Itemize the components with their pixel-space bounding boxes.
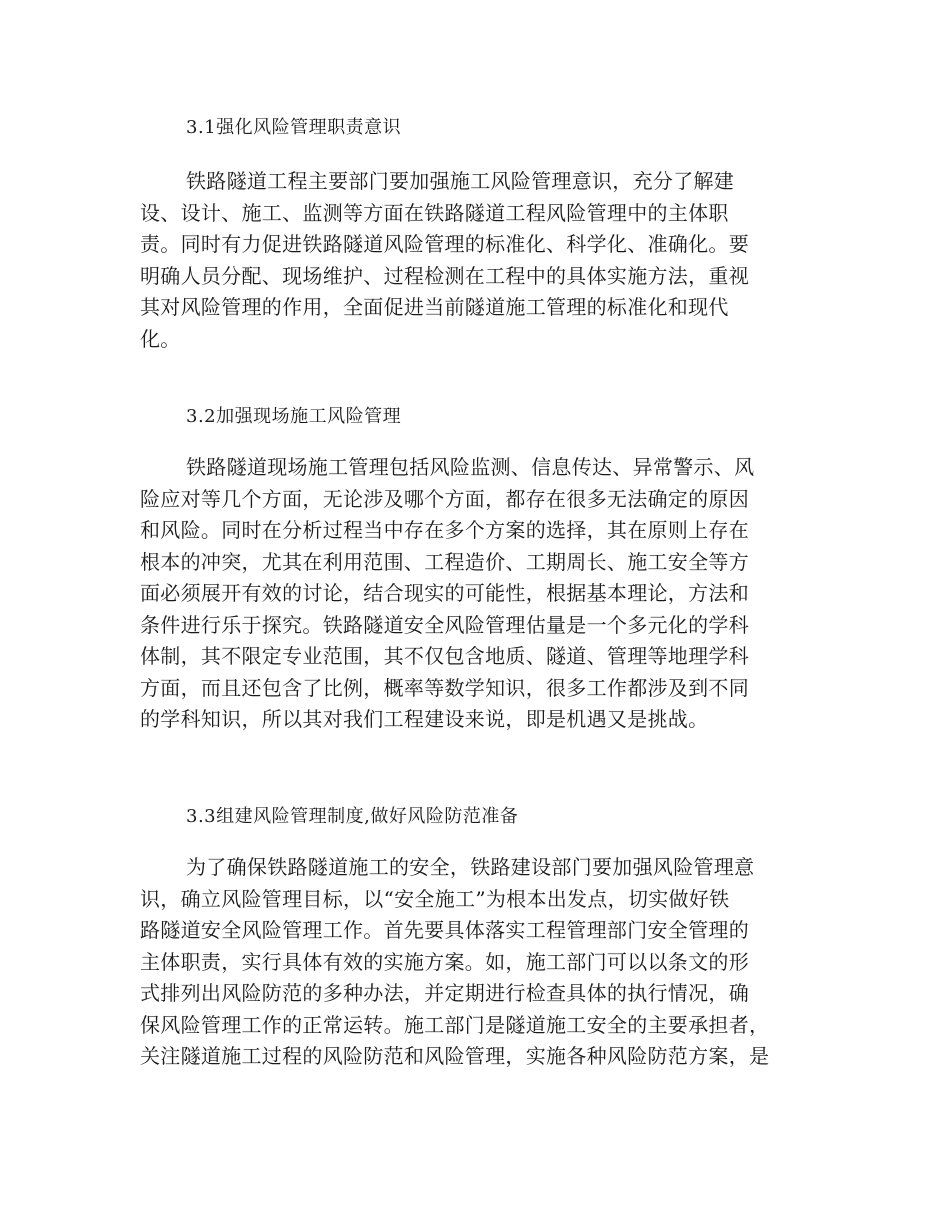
paragraph-line: 明确人员分配、现场维护、过程检测在工程中的具体实施方法，重视 — [140, 263, 749, 288]
paragraph-line: 化。 — [140, 326, 181, 351]
paragraph-line: 和风险。同时在分析过程当中存在多个方案的选择，其在原则上存在 — [140, 518, 749, 542]
section-paragraph-3-3 — [140, 852, 820, 1073]
paragraph-line: 根本的冲突，尤其在利用范围、工程造价、工期周长、施工安全等方 — [140, 549, 749, 574]
paragraph-line: 的学科知识，所以其对我们工程建设来说，即是机遇又是挑战。 — [140, 707, 709, 731]
paragraph-line: 路隧道安全风险管理工作。首先要具体落实工程管理部门安全管理的 — [140, 918, 749, 942]
paragraph-line: 铁路隧道现场施工管理包括风险监测、信息传达、异常警示、风 — [186, 455, 755, 479]
paragraph-line: 关注隧道施工过程的风险防范和风险管理，实施各种风险防范方案，是 — [140, 1044, 770, 1068]
section-heading-3-3: 3.3组建风险管理制度,做好风险防范准备 — [186, 806, 519, 827]
paragraph-line: 责。同时有力促进铁路隧道风险管理的标准化、科学化、准确化。要 — [140, 232, 749, 256]
paragraph-line: 设、设计、施工、监测等方面在铁路隧道工程风险管理中的主体职 — [140, 200, 729, 225]
paragraph-line: 险应对等几个方面，无论涉及哪个方面，都存在很多无法确定的原因 — [140, 486, 749, 511]
paragraph-line: 式排列出风险防范的多种办法，并定期进行检查具体的执行情况，确 — [140, 981, 749, 1005]
section-heading-3-1: 3.1强化风险管理职责意识 — [186, 117, 402, 138]
paragraph-line: 其对风险管理的作用，全面促进当前隧道施工管理的标准化和现代 — [140, 295, 729, 319]
paragraph-line: 保风险管理工作的正常运转。施工部门是隧道施工安全的主要承担者， — [140, 1012, 770, 1037]
section-heading-3-2: 3.2加强现场施工风险管理 — [186, 406, 402, 427]
paragraph-line: 铁路隧道工程主要部门要加强施工风险管理意识，充分了解建 — [186, 169, 735, 193]
section-paragraph-3-1 — [140, 166, 820, 355]
paragraph-line: 体制，其不限定专业范围，其不仅包含地质、隧道、管理等地理学科 — [140, 644, 749, 668]
paragraph-line: 面必须展开有效的讨论，结合现实的可能性，根据基本理论，方法和 — [140, 581, 749, 605]
paragraph-line: 识，确立风险管理目标，以“安全施工”为根本出发点，切实做好铁 — [140, 886, 730, 911]
paragraph-line: 条件进行乐于探究。铁路隧道安全风险管理估量是一个多元化的学科 — [140, 612, 749, 637]
paragraph-line: 方面，而且还包含了比例，概率等数学知识，很多工作都涉及到不同 — [140, 675, 749, 700]
paragraph-line: 主体职责，实行具体有效的实施方案。如，施工部门可以以条文的形 — [140, 949, 749, 974]
paragraph-line: 为了确保铁路隧道施工的安全，铁路建设部门要加强风险管理意 — [186, 855, 755, 879]
section-paragraph-3-2 — [140, 452, 820, 736]
